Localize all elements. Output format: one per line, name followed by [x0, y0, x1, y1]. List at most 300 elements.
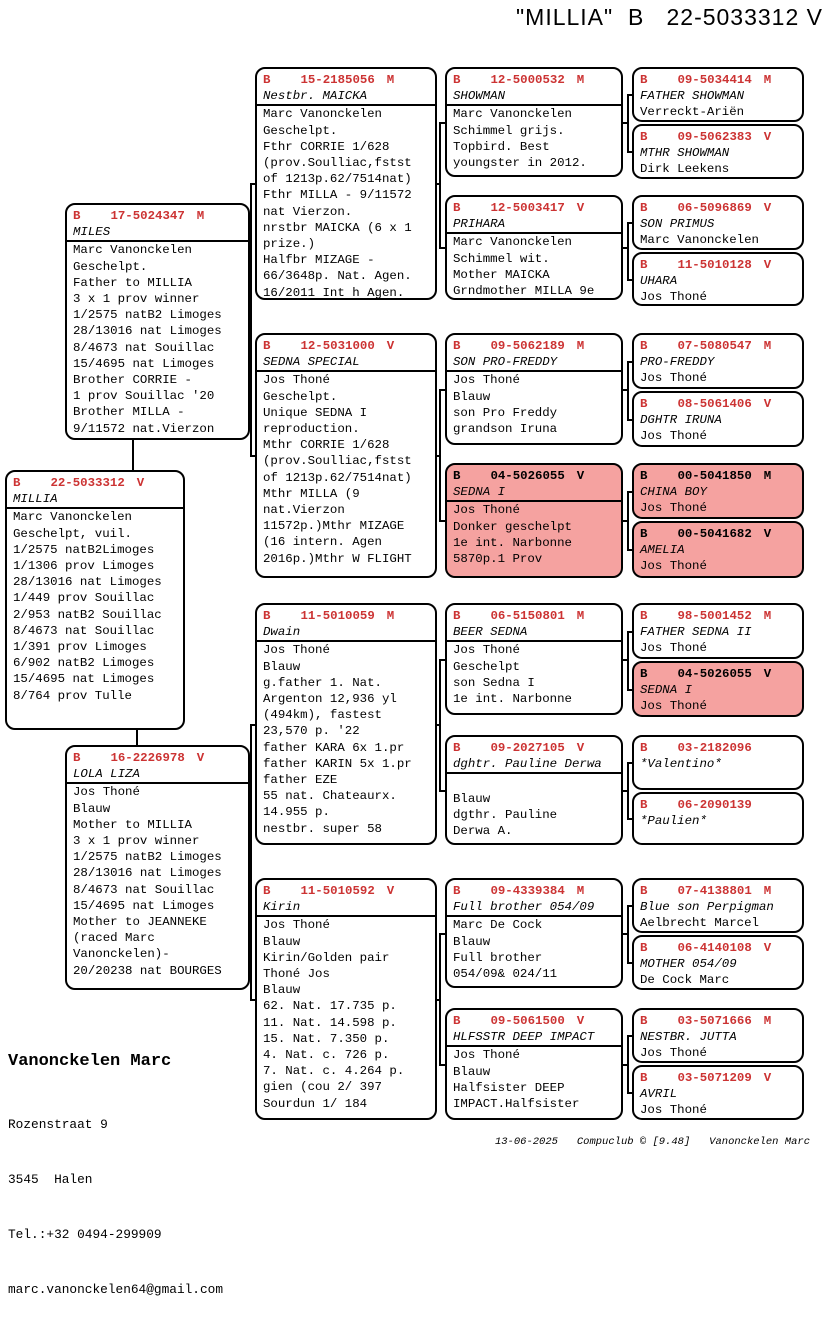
ring-ring: 11-5010128 [677, 258, 752, 272]
pedigree-text-line: 3 x 1 prov winner [73, 292, 200, 307]
breeder-email: marc.vanonckelen64@gmail.com [8, 1282, 224, 1297]
ring-ring: 22-5033312 [50, 476, 125, 490]
connector-line [627, 94, 629, 153]
pedigree-text-line: Marc Vanonckelen [640, 233, 759, 248]
pedigree-text-line: 28/13016 nat Limoges [13, 575, 162, 590]
connector-line [627, 549, 632, 551]
pedigree-text-line: 6/902 natB2 Limoges [13, 656, 155, 671]
ring-band: B [453, 1014, 461, 1028]
ring-sex: M [763, 469, 772, 483]
pedigree-text-line: Derwa A. [453, 824, 513, 839]
pedigree-text-line: Jos Thoné [640, 559, 707, 574]
pedigree-text-line: Mthr CORRIE 1/628 [263, 438, 390, 453]
pigeon-name: LOLA LIZA [67, 766, 248, 784]
pedigree-text-line: 1e int. Narbonne [453, 535, 572, 550]
ring-ring: 06-4140108 [677, 941, 752, 955]
pedigree-box-dam [65, 745, 250, 990]
pedigree-box-ss [255, 67, 437, 300]
ring-number-header [634, 128, 802, 145]
pedigree-text-line: Jos Thoné [263, 373, 330, 388]
pigeon-name: FATHER SEDNA II [640, 625, 752, 640]
connector-line [439, 659, 445, 661]
pedigree-text-line: 8/4673 nat Souillac [73, 340, 215, 355]
ring-sex: M [763, 609, 772, 623]
pedigree-text-line: Jos Thoné [640, 1046, 707, 1061]
connector-line [627, 491, 632, 493]
breeder-street: Rozenstraat 9 [8, 1117, 108, 1132]
pedigree-text-line: Full brother [453, 950, 543, 965]
pedigree-text-line: g.father 1. Nat. [263, 675, 382, 690]
pedigree-text-line: Dirk Leekens [640, 162, 730, 177]
pedigree-text-line: Blauw [263, 934, 301, 949]
ring-ring: 08-5061406 [677, 397, 752, 411]
pedigree-text-line: gien (cou 2/ 397 [263, 1080, 382, 1095]
pedigree-text-line: Topbird. Best [453, 139, 550, 154]
pedigree-text-line: Vanonckelen)- [73, 947, 170, 962]
ring-number-header [67, 207, 248, 224]
pedigree-text-line: 8/4673 nat Souillac [13, 623, 155, 638]
ring-sex: M [386, 609, 395, 623]
pedigree-box-g8 [632, 521, 804, 578]
pedigree-text-line: 2016p.)Mthr W FLIGHT [263, 551, 412, 566]
connector-line [439, 659, 441, 792]
pedigree-text-line: Jos Thoné [640, 429, 707, 444]
ring-band: B [263, 339, 271, 353]
ring-band: B [73, 209, 81, 223]
ring-band: B [453, 469, 461, 483]
ring-sex: V [196, 751, 205, 765]
ring-band: B [263, 73, 271, 87]
pedigree-text-line: Jos Thoné [453, 503, 520, 518]
ring-band: B [73, 751, 81, 765]
ring-band: B [640, 201, 648, 215]
connector-line [627, 762, 632, 764]
pigeon-name: MILLIA [7, 491, 183, 509]
ring-ring: 12-5031000 [300, 339, 375, 353]
ring-band: B [640, 667, 648, 681]
connector-line [627, 1092, 632, 1094]
pedigree-text-line: dgthr. Pauline [453, 807, 558, 822]
ring-band: B [640, 741, 648, 755]
pedigree-text-line: 054/09& 024/11 [453, 967, 558, 982]
pedigree-box-ddd [445, 1008, 623, 1120]
ring-ring: 09-5034414 [677, 73, 752, 87]
pedigree-text-line: (494km), fastest [263, 708, 382, 723]
ring-sex: V [763, 1071, 772, 1085]
ring-band: B [640, 339, 648, 353]
ring-number-header [447, 71, 621, 88]
pedigree-text-line: 11572p.)Mthr MIZAGE [263, 519, 405, 534]
pedigree-text-line: 5870p.1 Prov [453, 552, 543, 567]
pigeon-name: SON PRIMUS [640, 217, 715, 232]
pedigree-text-line: (prov.Soulliac,fstst [263, 454, 412, 469]
ring-ring: 09-2027105 [490, 741, 565, 755]
pedigree-text-line: 1/1306 prov Limoges [13, 559, 155, 574]
ring-ring: 09-4339384 [490, 884, 565, 898]
pigeon-name: BEER SEDNA [447, 624, 621, 642]
ring-band: B [453, 884, 461, 898]
ring-number-header [634, 1069, 802, 1086]
ring-band: B [640, 527, 648, 541]
pedigree-text-line: nat Vierzon. [263, 204, 353, 219]
pigeon-name: DGHTR IRUNA [640, 413, 722, 428]
pigeon-name: dghtr. Pauline Derwa [447, 756, 621, 774]
pigeon-name: SEDNA I [447, 484, 621, 502]
ring-ring: 03-5071666 [677, 1014, 752, 1028]
pigeon-name: NESTBR. JUTTA [640, 1030, 737, 1045]
pedigree-text-line: Grndmother MILLA 9e [453, 284, 595, 299]
ring-number-header [257, 882, 435, 899]
pedigree-box-sss [445, 67, 623, 177]
connector-line [250, 183, 255, 185]
ring-ring: 03-2182096 [677, 741, 752, 755]
pedigree-text-line: 7. Nat. c. 4.264 p. [263, 1064, 405, 1079]
pedigree-text-line: of 1213p.62/7514nat) [263, 470, 412, 485]
pedigree-text-line: 3 x 1 prov winner [73, 834, 200, 849]
ring-ring: 98-5001452 [677, 609, 752, 623]
connector-line [439, 1064, 445, 1066]
pedigree-box-g14 [632, 935, 804, 990]
connector-line [627, 762, 629, 820]
pedigree-text-line: Mthr MILLA (9 [263, 486, 360, 501]
ring-sex: V [576, 741, 585, 755]
pedigree-text-line: (raced Marc [73, 931, 155, 946]
pedigree-text-line: Verreckt-Ariën [640, 105, 745, 120]
pedigree-box-sire [65, 203, 250, 440]
pedigree-text-line: Marc Vanonckelen [263, 107, 382, 122]
connector-line [439, 247, 445, 249]
connector-line [627, 279, 632, 281]
ring-ring: 16-2226978 [110, 751, 185, 765]
ring-number-header [257, 71, 435, 88]
pedigree-text-line: 1 prov Souillac '20 [73, 389, 215, 404]
pigeon-name: CHINA BOY [640, 485, 707, 500]
connector-line [627, 689, 632, 691]
pedigree-text-line: 23,570 p. '22 [263, 724, 360, 739]
pedigree-text-line: 28/13016 nat Limoges [73, 866, 222, 881]
connector-line [627, 222, 629, 281]
pedigree-box-g1 [632, 67, 804, 122]
connector-line [627, 94, 632, 96]
ring-sex: V [136, 476, 145, 490]
pigeon-name: MOTHER 054/09 [640, 957, 737, 972]
pedigree-text-line: Jos Thoné [640, 290, 707, 305]
pedigree-box-g6 [632, 391, 804, 447]
pedigree-box-g16 [632, 1065, 804, 1120]
pedigree-text-line: Sourdun 1/ 184 [263, 1096, 368, 1111]
page-title: "MILLIA" B 22-5033312 V [516, 4, 823, 30]
ring-sex: M [576, 609, 585, 623]
connector-line [627, 818, 632, 820]
pedigree-text-line: 1/449 prov Souillac [13, 591, 155, 606]
pedigree-text-line: 15/4695 nat Limoges [13, 672, 155, 687]
pedigree-text-line: Fthr MILLA - 9/11572 [263, 188, 412, 203]
ring-band: B [640, 258, 648, 272]
ring-ring: 06-5150801 [490, 609, 565, 623]
pedigree-text-line: father EZE [263, 773, 338, 788]
ring-ring: 00-5041850 [677, 469, 752, 483]
connector-line [627, 361, 629, 421]
pigeon-name: PRO-FREDDY [640, 355, 715, 370]
ring-sex: V [576, 469, 585, 483]
pedigree-text-line: Brother CORRIE - [73, 373, 192, 388]
pedigree-text-line [447, 774, 621, 790]
ring-number-header [447, 739, 621, 756]
pedigree-text-line: 1/2575 natB2 Limoges [73, 308, 222, 323]
ring-number-header [634, 256, 802, 273]
connector-line [250, 724, 255, 726]
pedigree-text-line: Brother MILLA - [73, 405, 185, 420]
ring-sex: V [386, 339, 395, 353]
pedigree-text-line: Geschelpt. [263, 123, 338, 138]
ring-number-header [634, 71, 802, 88]
pigeon-name: Full brother 054/09 [447, 899, 621, 917]
pedigree-text-line: father KARIN 5x 1.pr [263, 756, 412, 771]
connector-line [439, 933, 445, 935]
breeder-phone: Tel.:+32 0494-299909 [8, 1227, 162, 1242]
pedigree-text-line: Jos Thoné [453, 643, 520, 658]
connector-line [627, 222, 632, 224]
pedigree-text-line: 55 nat. Chateaurx. [263, 789, 397, 804]
ring-band: B [640, 941, 648, 955]
ring-band: B [263, 884, 271, 898]
pedigree-text-line: Donker geschelpt [453, 519, 572, 534]
pedigree-box-g9 [632, 603, 804, 659]
ring-number-header [634, 525, 802, 542]
ring-number-header [447, 337, 621, 354]
pedigree-text-line: Blauw [73, 801, 111, 816]
footer-credit: 13-06-2025 Compuclub © [9.48] Vanonckelen Marc [494, 1136, 810, 1148]
pedigree-text-line: nestbr. super 58 [263, 821, 382, 836]
pedigree-text-line: Mother to JEANNEKE [73, 915, 207, 930]
pedigree-text-line: 1/391 prov Limoges [13, 640, 147, 655]
pedigree-text-line: son Pro Freddy [453, 405, 558, 420]
pedigree-text-line: 8/4673 nat Souillac [73, 882, 215, 897]
pigeon-name: HLFSSTR DEEP IMPACT [447, 1029, 621, 1047]
pedigree-text-line: Geschelpt [453, 659, 520, 674]
pedigree-box-dd [255, 878, 437, 1120]
pigeon-name: SHOWMAN [447, 88, 621, 106]
pigeon-name: *Valentino* [640, 757, 722, 772]
ring-number-header [634, 467, 802, 484]
pedigree-text-line: 8/764 prov Tulle [13, 688, 132, 703]
pedigree-box-sdd [445, 463, 623, 578]
pedigree-box-g10 [632, 661, 804, 717]
connector-line [439, 389, 445, 391]
pedigree-text-line: father KARA 6x 1.pr [263, 740, 405, 755]
ring-ring: 09-5062383 [677, 130, 752, 144]
pedigree-text-line: 9/11572 nat.Vierzon [73, 421, 215, 436]
pedigree-text-line: Jos Thoné [263, 643, 330, 658]
pedigree-text-line: youngster in 2012. [453, 156, 587, 171]
ring-ring: 12-5000532 [490, 73, 565, 87]
ring-sex: V [763, 941, 772, 955]
pedigree-text-line: Jos Thoné [453, 1048, 520, 1063]
connector-line [439, 790, 445, 792]
pedigree-text-line: 28/13016 nat Limoges [73, 324, 222, 339]
ring-band: B [453, 201, 461, 215]
pedigree-text-line: Jos Thoné [263, 918, 330, 933]
pedigree-text-line: 1/2575 natB2 Limoges [73, 850, 222, 865]
ring-number-header [7, 474, 183, 491]
ring-band: B [453, 73, 461, 87]
ring-band: B [640, 609, 648, 623]
pedigree-text-line: Blauw [453, 389, 491, 404]
ring-sex: M [763, 1014, 772, 1028]
connector-line [439, 122, 441, 249]
ring-sex: V [763, 258, 772, 272]
ring-band: B [640, 1014, 648, 1028]
ring-band: B [640, 130, 648, 144]
connector-line [627, 1035, 629, 1094]
ring-ring: 03-5071209 [677, 1071, 752, 1085]
pedigree-text-line: Geschelpt. [263, 389, 338, 404]
ring-band: B [640, 798, 648, 812]
pigeon-name: SEDNA I [640, 683, 693, 698]
connector-line [439, 933, 441, 1066]
pedigree-text-line: Schimmel grijs. [453, 123, 565, 138]
pedigree-box-subject [5, 470, 185, 730]
ring-ring: 15-2185056 [300, 73, 375, 87]
pedigree-text-line: 16/2011 Int h Agen. [263, 285, 405, 300]
ring-sex: V [763, 201, 772, 215]
ring-number-header [67, 749, 248, 766]
pedigree-text-line: Marc De Cock [453, 918, 543, 933]
ring-number-header [257, 607, 435, 624]
pedigree-text-line: Geschelpt, vuil. [13, 526, 132, 541]
pedigree-text-line: son Sedna I [453, 675, 535, 690]
pedigree-text-line: 11. Nat. 14.598 p. [263, 1015, 397, 1030]
connector-line [627, 631, 632, 633]
pedigree-text-line: 62. Nat. 17.735 p. [263, 999, 397, 1014]
pigeon-name: AMELIA [640, 543, 685, 558]
ring-band: B [640, 397, 648, 411]
ring-ring: 11-5010059 [300, 609, 375, 623]
pedigree-text-line: Kirin/Golden pair [263, 950, 390, 965]
ring-band: B [13, 476, 21, 490]
connector-line [439, 122, 445, 124]
pedigree-box-g3 [632, 195, 804, 250]
pedigree-text-line: 14.955 p. [263, 805, 330, 820]
ring-ring: 11-5010592 [300, 884, 375, 898]
ring-sex: M [763, 73, 772, 87]
pigeon-name: MILES [67, 224, 248, 242]
ring-sex: M [196, 209, 205, 223]
contact-block [8, 1016, 223, 1335]
ring-ring: 17-5024347 [110, 209, 185, 223]
pedigree-text-line: 66/3648p. Nat. Agen. [263, 269, 412, 284]
pedigree-box-ds [255, 603, 437, 845]
ring-ring: 06-2090139 [677, 798, 752, 812]
pedigree-text-line: 20/20238 nat BOURGES [73, 963, 222, 978]
connector-line [627, 905, 632, 907]
breeder-city: 3545 Halen [8, 1172, 93, 1187]
ring-number-header [634, 665, 802, 682]
pedigree-text-line: Halfsister DEEP [453, 1080, 565, 1095]
pedigree-box-g12 [632, 792, 804, 845]
pedigree-text-line: Argenton 12,936 yl [263, 692, 397, 707]
pigeon-name: AVRIL [640, 1087, 678, 1102]
pedigree-text-line: Jos Thoné [453, 373, 520, 388]
pedigree-text-line: Marc Vanonckelen [13, 510, 132, 525]
connector-line [627, 905, 629, 964]
pedigree-text-line: Jos Thoné [73, 785, 140, 800]
ring-band: B [640, 73, 648, 87]
connector-line [439, 389, 441, 522]
ring-band: B [263, 609, 271, 623]
ring-number-header [634, 395, 802, 412]
pedigree-text-line: Marc Vanonckelen [453, 235, 572, 250]
ring-sex: V [386, 884, 395, 898]
ring-sex: M [576, 884, 585, 898]
pedigree-text-line: 15. Nat. 7.350 p. [263, 1031, 390, 1046]
ring-sex: V [763, 667, 772, 681]
ring-number-header [634, 607, 802, 624]
connector-line [136, 730, 138, 745]
pedigree-box-g4 [632, 252, 804, 306]
ring-ring: 04-5026055 [677, 667, 752, 681]
ring-band: B [640, 884, 648, 898]
pedigree-text-line: Jos Thoné [640, 699, 707, 714]
pedigree-text-line: Schimmel wit. [453, 251, 550, 266]
pedigree-text-line: 15/4695 nat Limoges [73, 898, 215, 913]
ring-sex: M [763, 339, 772, 353]
connector-line [627, 1035, 632, 1037]
ring-ring: 06-5096869 [677, 201, 752, 215]
ring-ring: 04-5026055 [490, 469, 565, 483]
pedigree-text-line: Blauw [453, 934, 491, 949]
pedigree-text-line: Fthr CORRIE 1/628 [263, 139, 390, 154]
ring-ring: 07-5080547 [677, 339, 752, 353]
pedigree-text-line: prize.) [263, 237, 316, 252]
ring-sex: V [763, 397, 772, 411]
pedigree-text-line: Blauw [453, 1064, 491, 1079]
ring-number-header [447, 1012, 621, 1029]
pedigree-text-line: Unique SEDNA I [263, 405, 368, 420]
pedigree-text-line: nat.Vierzon [263, 503, 345, 518]
pedigree-box-g7 [632, 463, 804, 519]
pedigree-text-line: Geschelpt. [73, 259, 148, 274]
ring-number-header [447, 467, 621, 484]
pedigree-text-line: Jos Thoné [640, 1103, 707, 1118]
pigeon-name: SON PRO-FREDDY [447, 354, 621, 372]
pedigree-text-line: Aelbrecht Marcel [640, 916, 759, 931]
pedigree-box-sd [255, 333, 437, 578]
pedigree-text-line: 4. Nat. c. 726 p. [263, 1048, 390, 1063]
ring-number-header [447, 607, 621, 624]
pedigree-box-g5 [632, 333, 804, 389]
pedigree-text-line: 1/2575 natB2Limoges [13, 542, 155, 557]
connector-line [250, 455, 255, 457]
pigeon-name: Blue son Perpigman [640, 900, 774, 915]
pedigree-text-line: Blauw [453, 791, 491, 806]
ring-sex: M [576, 73, 585, 87]
pedigree-text-line: Marc Vanonckelen [453, 107, 572, 122]
pedigree-text-line: Halfbr MIZAGE - [263, 253, 375, 268]
pigeon-name: Kirin [257, 899, 435, 917]
pedigree-text-line: grandson Iruna [453, 422, 558, 437]
ring-sex: V [763, 130, 772, 144]
connector-line [627, 151, 632, 153]
ring-band: B [453, 609, 461, 623]
ring-sex: V [763, 527, 772, 541]
pedigree-text-line: reproduction. [263, 422, 360, 437]
pigeon-name: UHARA [640, 274, 678, 289]
pigeon-name: SEDNA SPECIAL [257, 354, 435, 372]
ring-ring: 09-5062189 [490, 339, 565, 353]
pedigree-text-line: Mother to MILLIA [73, 817, 192, 832]
ring-number-header [447, 199, 621, 216]
